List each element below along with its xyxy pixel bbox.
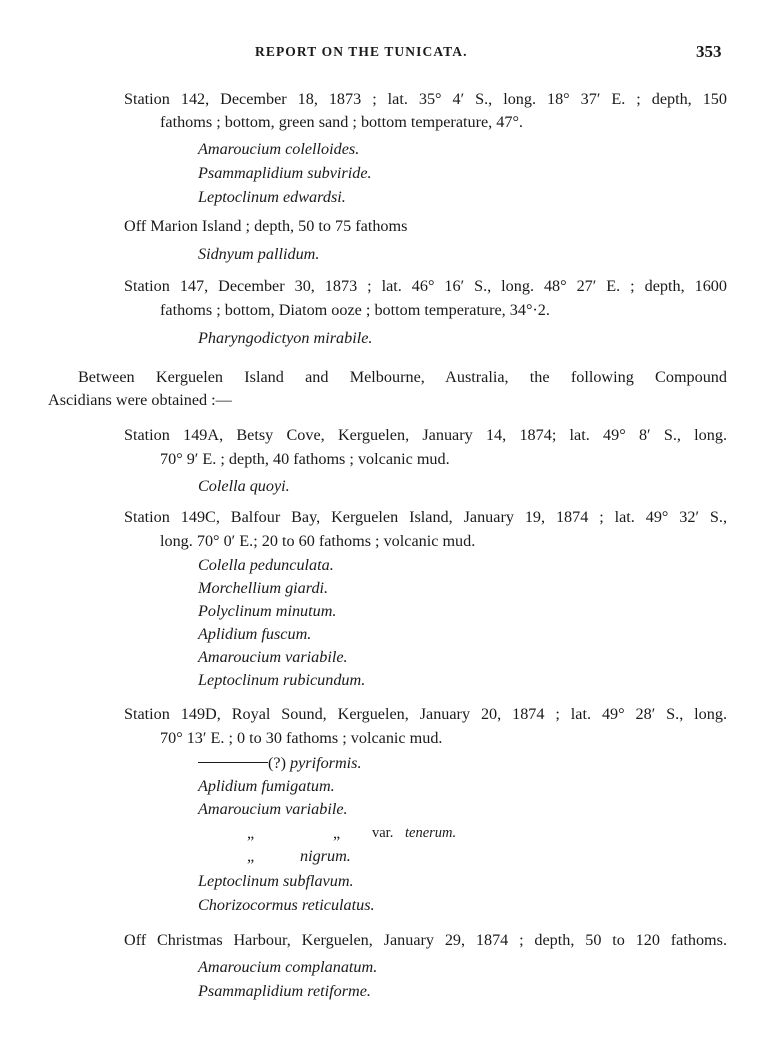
query-mark: (?) — [268, 754, 286, 772]
variety-label: var. — [372, 825, 394, 841]
station-149d-line-1: Station 149D, Royal Sound, Kerguelen, January 20, 1874 ; lat. 49° 28′ S., long. — [124, 705, 727, 723]
species-entry: Amaroucium colelloides. — [198, 140, 360, 158]
station-142-line-1: Station 142, December 18, 1873 ; lat. 35° 4′ S., long. 18° 37′ E. ; depth, 150 — [124, 90, 727, 108]
ditto-mark: „ — [333, 824, 341, 842]
species-name: pyriformis. — [290, 754, 362, 772]
station-147-line-2: fathoms ; bottom, Diatom ooze ; bottom temperature, 34°·2. — [160, 301, 550, 319]
station-149c-line-1: Station 149C, Balfour Bay, Kerguelen Island, January 19, 1874 ; lat. 49° 32′ S., — [124, 508, 727, 526]
species-entry: Aplidium fuscum. — [198, 625, 312, 643]
station-142-line-2: fathoms ; bottom, green sand ; bottom temperature, 47°. — [160, 113, 523, 131]
species-entry: Amaroucium complanatum. — [198, 958, 378, 976]
species-entry: Psammaplidium retiforme. — [198, 982, 371, 1000]
running-header — [0, 44, 776, 66]
species-entry: Chorizocormus reticulatus. — [198, 896, 375, 914]
species-entry: Aplidium fumigatum. — [198, 777, 335, 795]
species-entry: Morchellium giardi. — [198, 579, 329, 597]
species-entry: Leptoclinum edwardsi. — [198, 188, 346, 206]
species-entry: Colella pedunculata. — [198, 556, 334, 574]
ditto-mark: „ — [247, 847, 255, 865]
variety-name: tenerum. — [405, 825, 457, 841]
between-paragraph-line-2: Ascidians were obtained :— — [48, 391, 232, 409]
christmas-harbour-line: Off Christmas Harbour, Kerguelen, January 29, 1874 ; depth, 50 to 120 fathoms. — [124, 931, 727, 949]
species-entry: Sidnyum pallidum. — [198, 245, 320, 263]
ditto-dash — [198, 762, 268, 763]
header-title: REPORT ON THE TUNICATA. — [255, 44, 468, 59]
species-entry: Colella quoyi. — [198, 477, 290, 495]
page-number: 353 — [696, 42, 722, 61]
station-149c-line-2: long. 70° 0′ E.; 20 to 60 fathoms ; volcanic mud. — [160, 532, 476, 550]
species-entry: Pharyngodictyon mirabile. — [198, 329, 373, 347]
variety-nigrum: nigrum. — [300, 847, 351, 865]
between-paragraph-line-1: Between Kerguelen Island and Melbourne, Australia, the following Compound — [78, 368, 727, 386]
species-entry: Leptoclinum subflavum. — [198, 872, 354, 890]
marion-island-line: Off Marion Island ; depth, 50 to 75 fathoms — [124, 217, 408, 235]
species-entry: Amaroucium variabile. — [198, 800, 348, 818]
station-149a-line-2: 70° 9′ E. ; depth, 40 fathoms ; volcanic mud. — [160, 450, 450, 468]
species-entry: Leptoclinum rubicundum. — [198, 671, 366, 689]
station-149a-line-1: Station 149A, Betsy Cove, Kerguelen, January 14, 1874; lat. 49° 8′ S., long. — [124, 426, 727, 444]
species-entry-pyriformis — [198, 753, 362, 773]
station-147-line-1: Station 147, December 30, 1873 ; lat. 46° 16′ S., long. 48° 27′ E. ; depth, 1600 — [124, 277, 727, 295]
species-entry: Psammaplidium subviride. — [198, 164, 372, 182]
species-entry: Polyclinum minutum. — [198, 602, 337, 620]
station-149d-line-2: 70° 13′ E. ; 0 to 30 fathoms ; volcanic mud. — [160, 729, 443, 747]
ditto-mark: „ — [247, 824, 255, 842]
species-entry: Amaroucium variabile. — [198, 648, 348, 666]
